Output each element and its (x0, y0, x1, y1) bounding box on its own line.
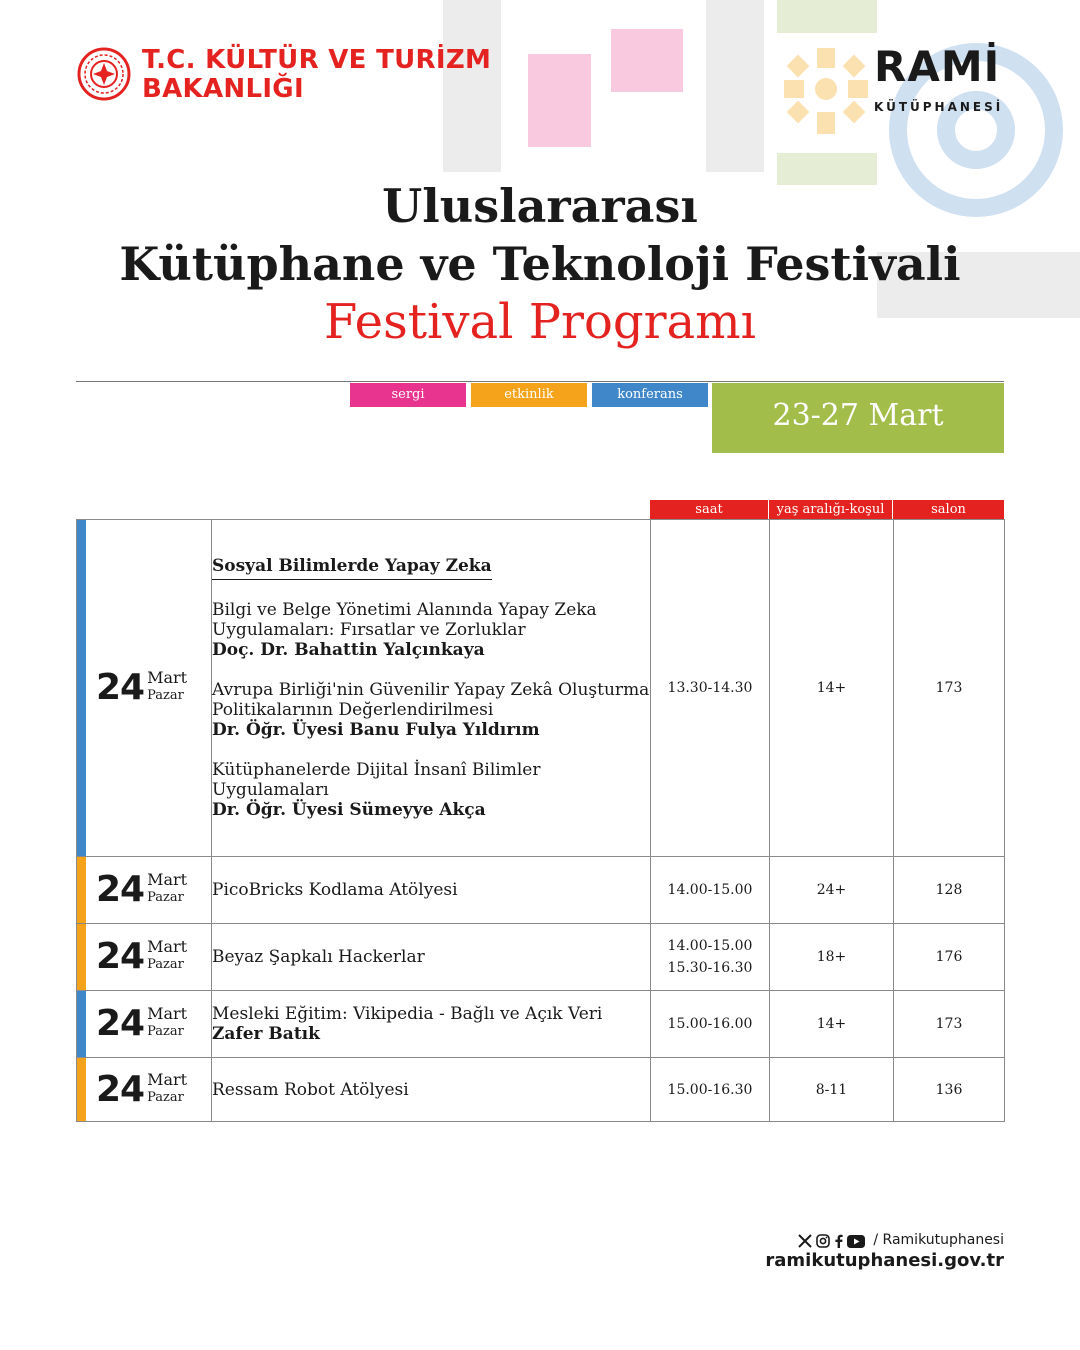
event-cell (212, 520, 651, 857)
festival-date-range: 23-27 Mart (712, 383, 1004, 453)
date-month: Mart (147, 937, 188, 956)
deco-pink-square-2 (611, 29, 683, 92)
table-row (77, 520, 1005, 857)
event-cell (212, 924, 651, 991)
website-link[interactable]: ramikutuphanesi.gov.tr (765, 1250, 1004, 1271)
x-icon[interactable] (798, 1234, 812, 1248)
talk-line-1: Avrupa Birliği'nin Güvenilir Yapay Zekâ Oluşturma (212, 680, 650, 700)
date-block (96, 1068, 188, 1110)
time-cell: 13.30-14.30 (651, 520, 770, 857)
talk-line-2: Uygulamaları: Fırsatlar ve Zorluklar (212, 620, 526, 640)
title-line-1: Uluslararası (382, 179, 698, 233)
talk-item (212, 680, 650, 740)
rami-logo-sub: KÜTÜPHANESİ (874, 100, 1004, 114)
session-title: Sosyal Bilimlerde Yapay Zeka (212, 556, 492, 580)
date-weekday: Pazar (147, 1089, 184, 1105)
date-cell (77, 924, 212, 991)
date-cell (77, 1058, 212, 1122)
event-cell (212, 857, 651, 924)
talk-line-1: Bilgi ve Belge Yönetimi Alanında Yapay Zeka (212, 600, 597, 620)
event-title: PicoBricks Kodlama Atölyesi (212, 880, 458, 900)
talk-speaker: Dr. Öğr. Üyesi Sümeyye Akça (212, 800, 486, 820)
date-weekday: Pazar (147, 1024, 184, 1039)
table-row (77, 924, 1005, 991)
date-day: 24 (96, 936, 145, 977)
age-cell: 14+ (770, 520, 894, 857)
date-month: Mart (147, 870, 188, 889)
header-salon: salon (893, 500, 1004, 520)
age-cell: 8-11 (770, 1058, 894, 1122)
rami-logo-word: RAMİ (874, 42, 1001, 91)
date-block (96, 869, 188, 910)
deco-pink-square-1 (528, 54, 591, 147)
table-row (77, 1058, 1005, 1122)
time-slot-2: 15.30-16.30 (667, 960, 753, 976)
date-block (96, 936, 188, 977)
youtube-icon[interactable] (847, 1235, 865, 1248)
time-slot-1: 14.00-15.00 (667, 938, 753, 954)
header-saat: saat (650, 500, 768, 520)
event-title: Mesleki Eğitim: Vikipedia - Bağlı ve Açık Veri (212, 1004, 603, 1024)
table-row (77, 991, 1005, 1058)
talk-item (212, 600, 650, 660)
room-cell: 136 (894, 1058, 1005, 1122)
event-cell (212, 1058, 651, 1122)
date-day: 24 (96, 1068, 145, 1110)
room-cell: 176 (894, 924, 1005, 991)
program-table (76, 519, 1005, 1122)
time-cell: 14.00-15.00 (651, 857, 770, 924)
instagram-icon[interactable] (816, 1234, 830, 1248)
date-weekday: Pazar (147, 957, 184, 972)
type-stripe-konferans (77, 991, 86, 1057)
date-month: Mart (147, 1069, 188, 1089)
date-weekday: Pazar (147, 890, 184, 905)
type-stripe-etkinlik (77, 857, 86, 923)
date-day: 24 (96, 869, 145, 910)
time-cell: 15.00-16.30 (651, 1058, 770, 1122)
ministry-emblem-icon (76, 46, 132, 102)
event-title: Ressam Robot Atölyesi (212, 1079, 409, 1100)
talk-line-1: Kütüphanelerde Dijital İnsanî Bilimler (212, 760, 541, 780)
rami-logo-mark (780, 48, 872, 136)
talk-speaker: Doç. Dr. Bahattin Yalçınkaya (212, 640, 485, 660)
date-day: 24 (96, 1003, 145, 1044)
date-cell (77, 857, 212, 924)
table-row (77, 857, 1005, 924)
type-stripe-etkinlik (77, 924, 86, 990)
room-cell: 173 (894, 520, 1005, 857)
room-cell: 173 (894, 991, 1005, 1058)
title-line-2: Kütüphane ve Teknoloji Festivali (119, 237, 961, 291)
talk-speaker: Dr. Öğr. Üyesi Banu Fulya Yıldırım (212, 720, 540, 740)
social-icons (798, 1233, 865, 1249)
ministry-line-1: T.C. KÜLTÜR VE TURİZM (142, 45, 492, 75)
talk-line-2: Politikalarının Değerlendirilmesi (212, 700, 494, 720)
time-cell: 15.00-16.00 (651, 991, 770, 1058)
deco-gray-bar-2 (706, 0, 764, 172)
talk-item (212, 760, 650, 820)
age-cell: 14+ (770, 991, 894, 1058)
ministry-line-2: BAKANLIĞI (142, 74, 304, 104)
date-cell (77, 991, 212, 1058)
event-speaker: Zafer Batık (212, 1024, 320, 1044)
title-line-3: Festival Programı (324, 294, 756, 350)
date-weekday: Pazar (147, 688, 184, 703)
room-cell: 128 (894, 857, 1005, 924)
legend-konferans: konferans (592, 383, 708, 407)
social-handle: / Ramikutuphanesi (873, 1232, 1004, 1248)
date-month: Mart (147, 1004, 188, 1023)
header-yas: yaş aralığı-koşul (769, 500, 892, 520)
ministry-name (142, 46, 491, 104)
date-block (96, 1003, 188, 1044)
age-cell: 18+ (770, 924, 894, 991)
type-stripe-etkinlik (77, 1058, 86, 1121)
talk-line-2: Uygulamaları (212, 780, 329, 800)
type-stripe-konferans (77, 520, 86, 856)
deco-green-bar-1 (777, 0, 877, 33)
age-cell: 24+ (770, 857, 894, 924)
legend-etkinlik: etkinlik (471, 383, 587, 407)
date-cell (77, 520, 212, 857)
event-title: Beyaz Şapkalı Hackerlar (212, 947, 425, 967)
legend-sergi: sergi (350, 383, 466, 407)
date-day: 24 (96, 667, 145, 708)
date-block (96, 667, 188, 708)
date-month: Mart (147, 668, 188, 687)
time-cell (651, 924, 770, 991)
header-divider (76, 381, 1004, 382)
event-cell (212, 991, 651, 1058)
facebook-icon[interactable] (834, 1234, 843, 1248)
